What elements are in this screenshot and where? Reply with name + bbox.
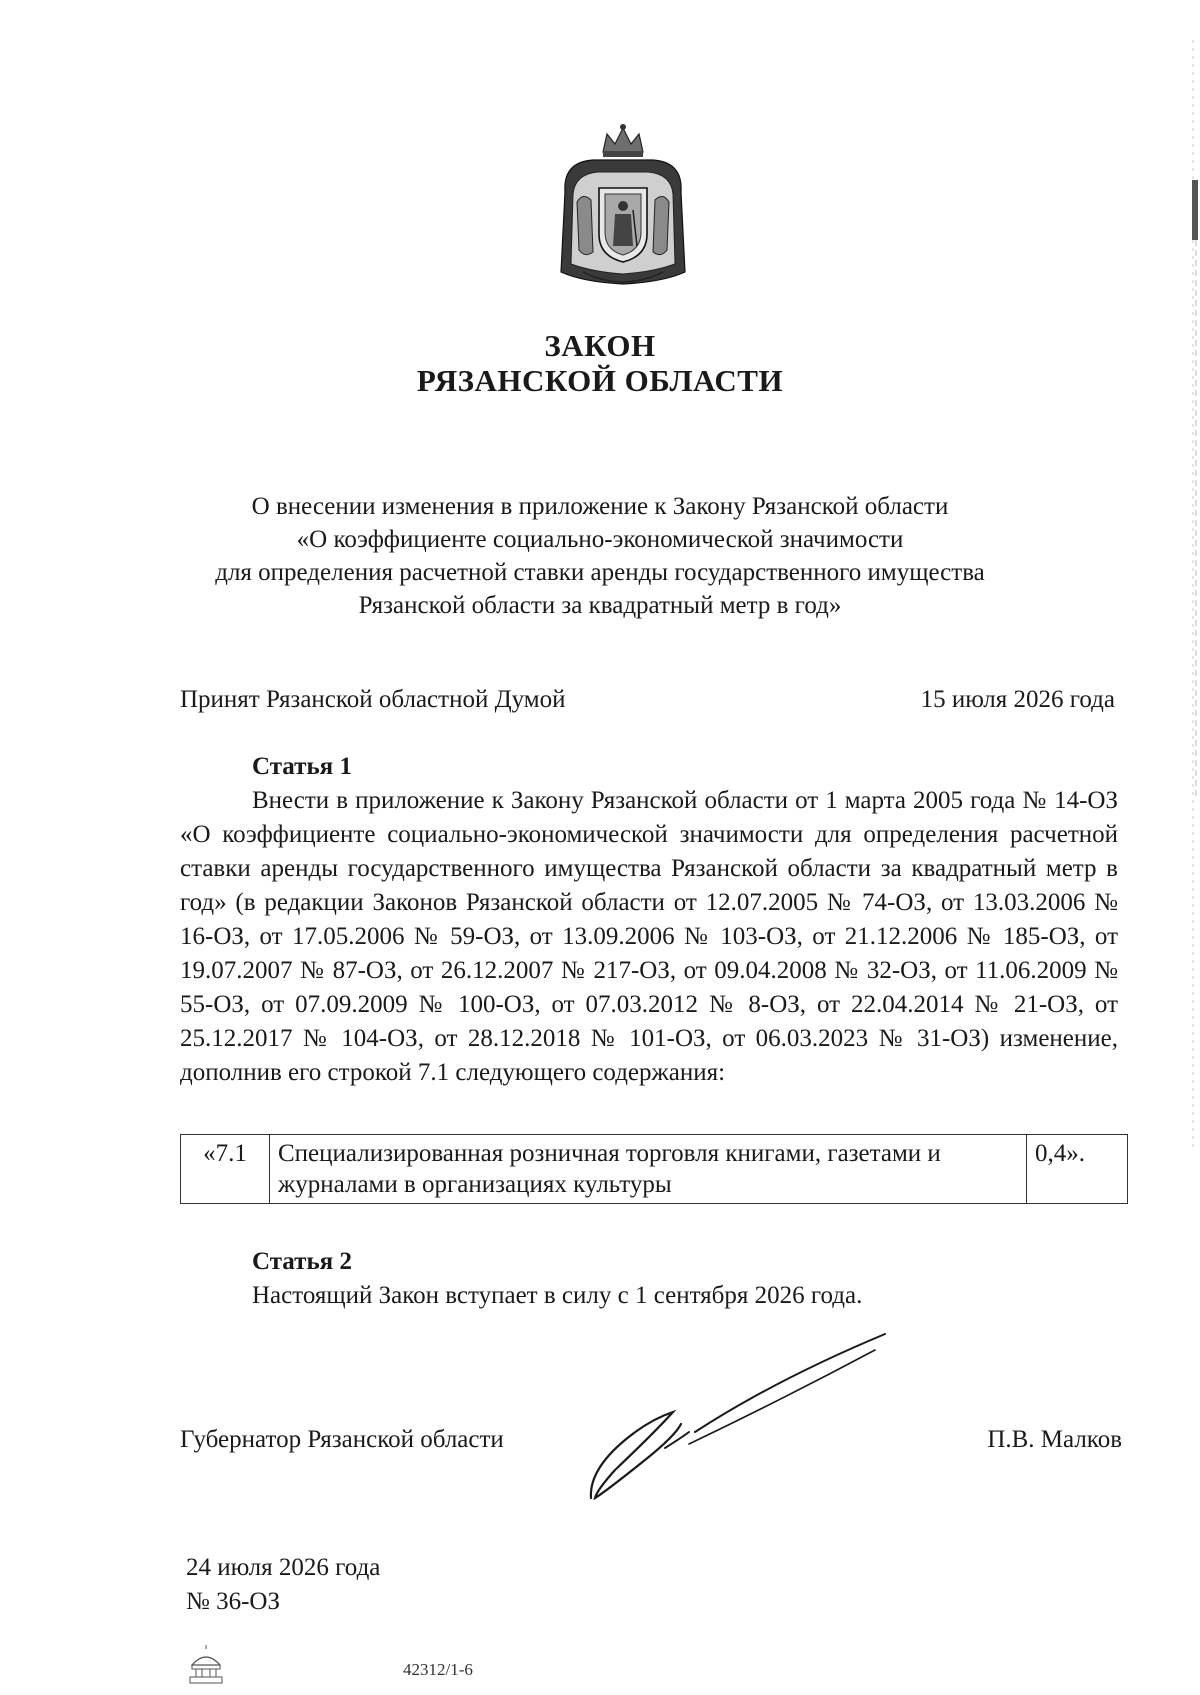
handwritten-signature-icon <box>585 1320 905 1510</box>
printing-house-logo-icon <box>186 1645 226 1685</box>
adopted-by: Принят Рязанской областной Думой <box>180 686 566 713</box>
print-code: 42312/1-6 <box>403 1660 473 1679</box>
row-coefficient-cell: 0,4». <box>1027 1135 1128 1204</box>
article-1-heading: Статья 1 <box>252 753 352 780</box>
ryazan-coat-of-arms-icon <box>553 122 693 292</box>
law-number: № 36-ОЗ <box>186 1588 281 1615</box>
scan-edge-strip <box>1186 0 1200 1695</box>
signatory-name: П.В. Малков <box>987 1426 1122 1453</box>
subtitle-line-2: «О коэффициенте социально-экономической значимости <box>296 526 904 553</box>
region-title: РЯЗАНСКОЙ ОБЛАСТИ <box>416 363 784 398</box>
law-subject-title <box>180 490 1020 622</box>
adoption-date: 15 июля 2026 года <box>920 686 1115 713</box>
row-number-cell: «7.1 <box>181 1135 270 1204</box>
amendment-table <box>180 1134 1128 1204</box>
subtitle-line-1: О внесении изменения в приложение к Закону Рязанской области <box>251 493 949 520</box>
article-2-body: Настоящий Закон вступает в силу с 1 сентября 2026 года. <box>252 1282 863 1309</box>
subtitle-line-3: для определения расчетной ставки аренды государственного имущества <box>215 559 985 586</box>
article-2-heading: Статья 2 <box>252 1248 352 1275</box>
article-1-body: Внести в приложение к Закону Рязанской области от 1 марта 2005 года № 14-ОЗ «О коэффициенте социально-экономической значимости для определения расчетной ставки аренды государственного имущества Рязанской области за квадратный метр в год» (в редакции Законов Рязанской области от 12.07.2005 № 74-ОЗ, от 13.03.2006 № 16-ОЗ, от 17.05.2006 № 59-ОЗ, от 13.09.2006 № 103-ОЗ, от 21.12.2006 № 185-ОЗ, от 19.07.2007 № 87-ОЗ, от 26.12.2007 № 217-ОЗ, от 09.04.2008 № 32-ОЗ, от 11.06.2009 № 55-ОЗ, от 07.09.2009 № 100-ОЗ, от 07.03.2012 № 8-ОЗ, от 22.04.2014 № 21-ОЗ, от 25.12.2017 № 104-ОЗ, от 28.12.2018 № 101-ОЗ, от 06.03.2023 № 31-ОЗ) изменение, дополнив его строкой 7.1 следующего содержания: <box>180 787 1118 1086</box>
table-row <box>181 1135 1128 1204</box>
signatory-title: Губернатор Рязанской области <box>180 1426 504 1453</box>
subtitle-line-4: Рязанской области за квадратный метр в год» <box>358 592 842 619</box>
row-description-cell: Специализированная розничная торговля книгами, газетами и журналами в организациях культуры <box>270 1135 1027 1204</box>
signing-date: 24 июля 2026 года <box>186 1554 381 1581</box>
document-type-title: ЗАКОН <box>544 328 656 363</box>
